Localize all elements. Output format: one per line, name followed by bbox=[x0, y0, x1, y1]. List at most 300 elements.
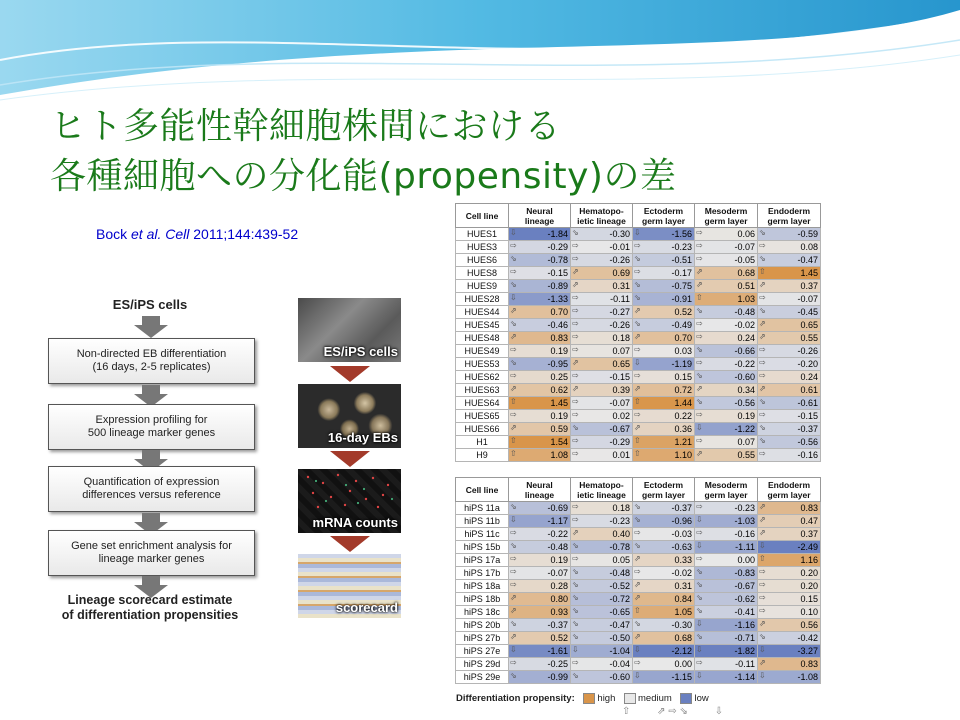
trend-arrow-icon: ⇗ bbox=[634, 384, 641, 393]
score-cell-hematopoietic: 0.40 ⇗ bbox=[571, 528, 633, 541]
score-cell-ectoderm: 1.05 ⇧ bbox=[633, 606, 695, 619]
score-cell-mesoderm: 0.51 ⇗ bbox=[695, 280, 758, 293]
slide-title-line-2: 各種細胞への分化能(propensity)の差 bbox=[50, 156, 677, 197]
score-cell-endoderm: -0.47 ⇘ bbox=[758, 254, 821, 267]
score-cell-endoderm: -0.16 ⇨ bbox=[758, 449, 821, 462]
trend-arrow-icon: ⇨ bbox=[510, 371, 517, 380]
legend-medium-swatch bbox=[624, 693, 636, 704]
col-header-endoderm: Endoderm germ layer bbox=[758, 478, 821, 502]
flowchart-step-3-text: Quantification of expression differences versus reference bbox=[82, 476, 221, 501]
trend-arrow-icon: ⇨ bbox=[634, 658, 641, 667]
cell-line-name: HUES64 bbox=[456, 397, 509, 410]
cell-line-name: HUES45 bbox=[456, 319, 509, 332]
score-cell-hematopoietic: 0.65 ⇗ bbox=[571, 358, 633, 371]
trend-arrow-icon: ⇨ bbox=[572, 515, 579, 524]
score-cell-mesoderm: -0.07 ⇨ bbox=[695, 241, 758, 254]
trend-arrow-icon: ⇨ bbox=[696, 502, 703, 511]
trend-arrow-icon: ⇘ bbox=[759, 436, 766, 445]
score-cell-neural: 1.08 ⇧ bbox=[509, 449, 571, 462]
trend-arrow-icon: ⇨ bbox=[696, 319, 703, 328]
trend-arrow-icon: ⇨ bbox=[696, 436, 703, 445]
score-cell-endoderm: 0.83 ⇗ bbox=[758, 658, 821, 671]
down-arrow-icon bbox=[330, 366, 370, 382]
table-row bbox=[456, 580, 821, 593]
score-cell-hematopoietic: 0.01 ⇨ bbox=[571, 449, 633, 462]
score-cell-mesoderm: -0.11 ⇨ bbox=[695, 658, 758, 671]
score-cell-hematopoietic: -0.15 ⇨ bbox=[571, 371, 633, 384]
score-cell-endoderm: -3.27 ⇩ bbox=[758, 645, 821, 658]
trend-arrow-icon: ⇩ bbox=[696, 671, 703, 680]
score-cell-ectoderm: -0.96 ⇘ bbox=[633, 515, 695, 528]
score-cell-ectoderm: -1.19 ⇩ bbox=[633, 358, 695, 371]
col-header-cell-line: Cell line bbox=[456, 204, 509, 228]
col-header-hematopoietic: Hematopo- ietic lineage bbox=[571, 478, 633, 502]
score-cell-neural: -1.84 ⇩ bbox=[509, 228, 571, 241]
score-cell-hematopoietic: 0.18 ⇨ bbox=[571, 332, 633, 345]
cell-line-name: HUES8 bbox=[456, 267, 509, 280]
trend-arrow-icon: ⇧ bbox=[696, 293, 703, 302]
flowchart-step-4 bbox=[48, 530, 255, 576]
trend-arrow-icon: ⇗ bbox=[634, 554, 641, 563]
trend-arrow-icon: ⇩ bbox=[759, 671, 766, 680]
trend-arrow-icon: ⇩ bbox=[759, 645, 766, 654]
score-cell-neural: -0.99 ⇘ bbox=[509, 671, 571, 684]
trend-arrow-icon: ⇗ bbox=[759, 515, 766, 524]
cell-line-name: HUES44 bbox=[456, 306, 509, 319]
trend-arrow-icon: ⇨ bbox=[572, 293, 579, 302]
cell-line-name: hiPS 18b bbox=[456, 593, 509, 606]
table-row bbox=[456, 619, 821, 632]
score-cell-mesoderm: 0.55 ⇗ bbox=[695, 449, 758, 462]
score-cell-ectoderm: 0.15 ⇨ bbox=[633, 371, 695, 384]
flowchart-step-2-text: Expression profiling for 500 lineage marker genes bbox=[87, 414, 216, 439]
score-cell-hematopoietic: 0.69 ⇗ bbox=[571, 267, 633, 280]
score-cell-mesoderm: 0.06 ⇨ bbox=[695, 228, 758, 241]
trend-arrow-icon: ⇨ bbox=[572, 332, 579, 341]
score-cell-endoderm: -2.49 ⇩ bbox=[758, 541, 821, 554]
cell-line-name: HUES1 bbox=[456, 228, 509, 241]
trend-arrow-icon: ⇨ bbox=[696, 528, 703, 537]
score-cell-hematopoietic: -0.23 ⇨ bbox=[571, 515, 633, 528]
trend-arrow-icon: ⇨ bbox=[572, 410, 579, 419]
cell-line-name: HUES66 bbox=[456, 423, 509, 436]
table-row bbox=[456, 319, 821, 332]
flowchart-step-4-text: Gene set enrichment analysis for lineage marker genes bbox=[71, 540, 232, 565]
score-cell-endoderm: -0.45 ⇘ bbox=[758, 306, 821, 319]
trend-arrow-icon: ⇗ bbox=[759, 384, 766, 393]
score-cell-ectoderm: 0.68 ⇗ bbox=[633, 632, 695, 645]
trend-arrow-icon: ⇨ bbox=[572, 319, 579, 328]
trend-arrow-icon: ⇗ bbox=[759, 528, 766, 537]
score-cell-hematopoietic: -0.29 ⇨ bbox=[571, 436, 633, 449]
score-cell-mesoderm: -1.16 ⇩ bbox=[695, 619, 758, 632]
score-cell-endoderm: 0.61 ⇗ bbox=[758, 384, 821, 397]
table-row bbox=[456, 554, 821, 567]
trend-arrow-icon: ⇘ bbox=[696, 593, 703, 602]
score-cell-ectoderm: 0.33 ⇗ bbox=[633, 554, 695, 567]
score-cell-hematopoietic: -0.48 ⇘ bbox=[571, 567, 633, 580]
trend-arrow-icon: ⇗ bbox=[510, 632, 517, 641]
table-row bbox=[456, 436, 821, 449]
cell-line-name: HUES6 bbox=[456, 254, 509, 267]
score-cell-endoderm: -0.59 ⇘ bbox=[758, 228, 821, 241]
table-row bbox=[456, 397, 821, 410]
ips-table-body bbox=[456, 502, 821, 684]
score-cell-ectoderm: -0.37 ⇘ bbox=[633, 502, 695, 515]
trend-arrow-icon: ⇘ bbox=[510, 280, 517, 289]
trend-arrow-icon: ⇩ bbox=[510, 515, 517, 524]
score-cell-endoderm: 1.16 ⇧ bbox=[758, 554, 821, 567]
score-cell-ectoderm: 1.10 ⇧ bbox=[633, 449, 695, 462]
trend-arrow-icon: ⇗ bbox=[510, 423, 517, 432]
mrna-counts-image bbox=[298, 469, 401, 533]
trend-arrow-icon: ⇧ bbox=[634, 397, 641, 406]
table-row bbox=[456, 645, 821, 658]
trend-arrow-icon: ⇘ bbox=[634, 502, 641, 511]
flowchart-step-2 bbox=[48, 404, 255, 450]
score-cell-neural: -0.15 ⇨ bbox=[509, 267, 571, 280]
trend-arrow-icon: ⇩ bbox=[634, 228, 641, 237]
ips-scorecard-table bbox=[455, 477, 821, 684]
legend-arrow-icons bbox=[622, 706, 723, 717]
score-cell-endoderm: 0.20 ⇨ bbox=[758, 567, 821, 580]
score-cell-neural: 0.83 ⇗ bbox=[509, 332, 571, 345]
trend-arrow-icon: ⇘ bbox=[572, 423, 579, 432]
table-row bbox=[456, 345, 821, 358]
trend-arrow-icon: ⇘ bbox=[572, 671, 579, 680]
table-row bbox=[456, 423, 821, 436]
table-row bbox=[456, 502, 821, 515]
embryoid-bodies-label: 16-day EBs bbox=[327, 430, 398, 445]
cell-line-name: hiPS 11a bbox=[456, 502, 509, 515]
trend-arrow-icon: ⇘ bbox=[696, 632, 703, 641]
trend-arrow-icon: ⇘ bbox=[634, 254, 641, 263]
citation bbox=[96, 226, 298, 242]
table-row bbox=[456, 567, 821, 580]
score-cell-mesoderm: 0.68 ⇗ bbox=[695, 267, 758, 280]
trend-arrow-icon: ⇨ bbox=[759, 580, 766, 589]
score-cell-ectoderm: -0.30 ⇘ bbox=[633, 619, 695, 632]
table-row bbox=[456, 241, 821, 254]
score-cell-neural: -0.29 ⇨ bbox=[509, 241, 571, 254]
score-cell-ectoderm: -0.03 ⇨ bbox=[633, 528, 695, 541]
trend-arrow-icon: ⇘ bbox=[696, 606, 703, 615]
trend-arrow-icon: ⇗ bbox=[634, 580, 641, 589]
trend-arrow-icon: ⇘ bbox=[696, 306, 703, 315]
score-cell-ectoderm: -0.51 ⇘ bbox=[633, 254, 695, 267]
legend-high-label: high bbox=[597, 693, 616, 705]
score-cell-endoderm: 0.20 ⇨ bbox=[758, 580, 821, 593]
scorecard-label: scorecard bbox=[335, 600, 398, 615]
trend-arrow-icon: ⇩ bbox=[696, 541, 703, 550]
score-cell-neural: 0.62 ⇗ bbox=[509, 384, 571, 397]
trend-arrow-icon: ⇗ bbox=[510, 593, 517, 602]
trend-arrow-icon: ⇘ bbox=[572, 632, 579, 641]
score-cell-endoderm: 0.47 ⇗ bbox=[758, 515, 821, 528]
trend-arrow-icon: ⇘ bbox=[572, 619, 579, 628]
decorative-wave-header bbox=[0, 0, 960, 110]
score-cell-neural: 0.25 ⇨ bbox=[509, 371, 571, 384]
trend-arrow-icon: ⇘ bbox=[759, 254, 766, 263]
cell-line-name: hiPS 15b bbox=[456, 541, 509, 554]
score-cell-mesoderm: -0.83 ⇘ bbox=[695, 567, 758, 580]
trend-arrow-icon: ⇨ bbox=[572, 436, 579, 445]
score-cell-neural: -1.17 ⇩ bbox=[509, 515, 571, 528]
score-cell-ectoderm: -0.17 ⇨ bbox=[633, 267, 695, 280]
arrow-right-icon: ⇨ bbox=[668, 706, 677, 717]
trend-arrow-icon: ⇧ bbox=[634, 449, 641, 458]
col-header-hematopoietic: Hematopo- ietic lineage bbox=[571, 204, 633, 228]
flowchart-head: ES/iPS cells bbox=[112, 297, 188, 312]
score-cell-ectoderm: 0.70 ⇗ bbox=[633, 332, 695, 345]
flow-arrow-icon bbox=[134, 316, 168, 338]
trend-arrow-icon: ⇗ bbox=[759, 319, 766, 328]
score-cell-hematopoietic: 0.18 ⇨ bbox=[571, 502, 633, 515]
trend-arrow-icon: ⇨ bbox=[634, 267, 641, 276]
cell-line-name: hiPS 18c bbox=[456, 606, 509, 619]
trend-arrow-icon: ⇨ bbox=[572, 345, 579, 354]
score-cell-mesoderm: 0.00 ⇨ bbox=[695, 554, 758, 567]
score-cell-ectoderm: 1.44 ⇧ bbox=[633, 397, 695, 410]
cell-line-name: hiPS 29e bbox=[456, 671, 509, 684]
score-cell-mesoderm: -0.56 ⇘ bbox=[695, 397, 758, 410]
trend-arrow-icon: ⇘ bbox=[696, 345, 703, 354]
trend-arrow-icon: ⇩ bbox=[696, 645, 703, 654]
trend-arrow-icon: ⇨ bbox=[572, 254, 579, 263]
trend-arrow-icon: ⇨ bbox=[510, 567, 517, 576]
trend-arrow-icon: ⇗ bbox=[634, 632, 641, 641]
trend-arrow-icon: ⇨ bbox=[572, 502, 579, 511]
score-cell-ectoderm: 0.36 ⇗ bbox=[633, 423, 695, 436]
trend-arrow-icon: ⇘ bbox=[759, 423, 766, 432]
score-cell-mesoderm: 0.07 ⇨ bbox=[695, 436, 758, 449]
trend-arrow-icon: ⇨ bbox=[696, 228, 703, 237]
score-cell-mesoderm: -1.22 ⇩ bbox=[695, 423, 758, 436]
table-row bbox=[456, 606, 821, 619]
trend-arrow-icon: ⇗ bbox=[634, 423, 641, 432]
arrow-up-right-icon: ⇗ bbox=[657, 706, 666, 717]
embryoid-bodies-image bbox=[298, 384, 401, 448]
score-cell-ectoderm: 0.72 ⇗ bbox=[633, 384, 695, 397]
score-cell-mesoderm: -0.48 ⇘ bbox=[695, 306, 758, 319]
trend-arrow-icon: ⇗ bbox=[696, 449, 703, 458]
score-cell-ectoderm: 0.22 ⇨ bbox=[633, 410, 695, 423]
table-row bbox=[456, 593, 821, 606]
score-cell-hematopoietic: -0.04 ⇨ bbox=[571, 658, 633, 671]
trend-arrow-icon: ⇘ bbox=[634, 280, 641, 289]
score-cell-hematopoietic: -0.07 ⇨ bbox=[571, 397, 633, 410]
cell-line-name: hiPS 11c bbox=[456, 528, 509, 541]
col-header-neural: Neural lineage bbox=[509, 204, 571, 228]
trend-arrow-icon: ⇗ bbox=[510, 606, 517, 615]
trend-arrow-icon: ⇘ bbox=[572, 567, 579, 576]
trend-arrow-icon: ⇨ bbox=[510, 241, 517, 250]
trend-arrow-icon: ⇘ bbox=[510, 358, 517, 367]
score-cell-ectoderm: 0.31 ⇗ bbox=[633, 580, 695, 593]
score-cell-endoderm: -0.61 ⇘ bbox=[758, 397, 821, 410]
score-cell-endoderm: 0.15 ⇨ bbox=[758, 593, 821, 606]
trend-arrow-icon: ⇗ bbox=[572, 280, 579, 289]
trend-arrow-icon: ⇩ bbox=[696, 619, 703, 628]
score-cell-ectoderm: -0.75 ⇘ bbox=[633, 280, 695, 293]
trend-arrow-icon: ⇗ bbox=[634, 306, 641, 315]
es-table-body bbox=[456, 228, 821, 462]
score-cell-ectoderm: -0.91 ⇘ bbox=[633, 293, 695, 306]
score-cell-neural: 1.45 ⇧ bbox=[509, 397, 571, 410]
score-cell-hematopoietic: -0.11 ⇨ bbox=[571, 293, 633, 306]
score-cell-endoderm: 0.55 ⇗ bbox=[758, 332, 821, 345]
score-cell-hematopoietic: -0.27 ⇨ bbox=[571, 306, 633, 319]
score-cell-endoderm: 0.83 ⇗ bbox=[758, 502, 821, 515]
trend-arrow-icon: ⇩ bbox=[510, 645, 517, 654]
mrna-counts-label: mRNA counts bbox=[312, 515, 398, 530]
score-cell-neural: -0.48 ⇘ bbox=[509, 541, 571, 554]
score-cell-mesoderm: 1.03 ⇧ bbox=[695, 293, 758, 306]
trend-arrow-icon: ⇘ bbox=[572, 541, 579, 550]
score-cell-endoderm: 0.37 ⇗ bbox=[758, 528, 821, 541]
citation-author: Bock bbox=[96, 226, 132, 242]
score-cell-endoderm: 0.24 ⇨ bbox=[758, 371, 821, 384]
trend-arrow-icon: ⇗ bbox=[510, 332, 517, 341]
trend-arrow-icon: ⇨ bbox=[510, 267, 517, 276]
score-cell-mesoderm: 0.19 ⇨ bbox=[695, 410, 758, 423]
trend-arrow-icon: ⇘ bbox=[572, 580, 579, 589]
trend-arrow-icon: ⇘ bbox=[634, 515, 641, 524]
trend-arrow-icon: ⇗ bbox=[510, 306, 517, 315]
trend-arrow-icon: ⇗ bbox=[759, 280, 766, 289]
trend-arrow-icon: ⇗ bbox=[510, 384, 517, 393]
trend-arrow-icon: ⇨ bbox=[696, 358, 703, 367]
trend-arrow-icon: ⇘ bbox=[572, 593, 579, 602]
trend-arrow-icon: ⇨ bbox=[572, 554, 579, 563]
trend-arrow-icon: ⇗ bbox=[759, 619, 766, 628]
table-row bbox=[456, 658, 821, 671]
score-cell-endoderm: -0.15 ⇨ bbox=[758, 410, 821, 423]
score-cell-mesoderm: -0.41 ⇘ bbox=[695, 606, 758, 619]
trend-arrow-icon: ⇘ bbox=[759, 228, 766, 237]
trend-arrow-icon: ⇨ bbox=[510, 580, 517, 589]
cell-line-name: hiPS 27e bbox=[456, 645, 509, 658]
legend-medium-label: medium bbox=[638, 693, 672, 705]
score-cell-neural: -0.69 ⇘ bbox=[509, 502, 571, 515]
trend-arrow-icon: ⇧ bbox=[634, 606, 641, 615]
table-row bbox=[456, 541, 821, 554]
trend-arrow-icon: ⇩ bbox=[510, 293, 517, 302]
trend-arrow-icon: ⇧ bbox=[634, 436, 641, 445]
trend-arrow-icon: ⇨ bbox=[759, 410, 766, 419]
trend-arrow-icon: ⇘ bbox=[510, 619, 517, 628]
trend-arrow-icon: ⇘ bbox=[759, 397, 766, 406]
cell-line-name: HUES48 bbox=[456, 332, 509, 345]
score-cell-mesoderm: -0.60 ⇘ bbox=[695, 371, 758, 384]
score-cell-neural: -1.33 ⇩ bbox=[509, 293, 571, 306]
table-row bbox=[456, 410, 821, 423]
cell-line-name: HUES62 bbox=[456, 371, 509, 384]
trend-arrow-icon: ⇨ bbox=[634, 241, 641, 250]
trend-arrow-icon: ⇨ bbox=[510, 345, 517, 354]
legend-label: Differentiation propensity: bbox=[456, 693, 575, 705]
trend-arrow-icon: ⇨ bbox=[696, 241, 703, 250]
table-row bbox=[456, 267, 821, 280]
score-cell-mesoderm: -1.14 ⇩ bbox=[695, 671, 758, 684]
trend-arrow-icon: ⇗ bbox=[759, 502, 766, 511]
score-cell-hematopoietic: -0.01 ⇨ bbox=[571, 241, 633, 254]
legend-low-swatch bbox=[680, 693, 692, 704]
trend-arrow-icon: ⇗ bbox=[634, 332, 641, 341]
flowchart-step-1 bbox=[48, 338, 255, 384]
table-row bbox=[456, 332, 821, 345]
trend-arrow-icon: ⇨ bbox=[634, 371, 641, 380]
score-cell-endoderm: -0.56 ⇘ bbox=[758, 436, 821, 449]
score-cell-endoderm: 0.08 ⇨ bbox=[758, 241, 821, 254]
slide-title-line-1: ヒト多能性幹細胞株間における bbox=[50, 106, 562, 147]
citation-rest: 2011;144:439-52 bbox=[189, 226, 299, 242]
score-cell-mesoderm: -0.22 ⇨ bbox=[695, 358, 758, 371]
score-cell-ectoderm: -0.02 ⇨ bbox=[633, 567, 695, 580]
score-cell-neural: -1.61 ⇩ bbox=[509, 645, 571, 658]
score-cell-ectoderm: -0.49 ⇘ bbox=[633, 319, 695, 332]
score-cell-mesoderm: -0.67 ⇘ bbox=[695, 580, 758, 593]
score-cell-neural: -0.37 ⇘ bbox=[509, 619, 571, 632]
table-row bbox=[456, 528, 821, 541]
score-cell-ectoderm: -2.12 ⇩ bbox=[633, 645, 695, 658]
score-cell-neural: 0.52 ⇗ bbox=[509, 632, 571, 645]
trend-arrow-icon: ⇨ bbox=[759, 358, 766, 367]
trend-arrow-icon: ⇩ bbox=[634, 671, 641, 680]
score-cell-mesoderm: -0.02 ⇨ bbox=[695, 319, 758, 332]
score-cell-neural: 0.70 ⇗ bbox=[509, 306, 571, 319]
table-row bbox=[456, 280, 821, 293]
score-cell-mesoderm: -1.11 ⇩ bbox=[695, 541, 758, 554]
col-header-neural: Neural lineage bbox=[509, 478, 571, 502]
col-header-endoderm: Endoderm germ layer bbox=[758, 204, 821, 228]
legend-low-label: low bbox=[694, 693, 709, 705]
cell-line-name: HUES65 bbox=[456, 410, 509, 423]
trend-arrow-icon: ⇨ bbox=[572, 658, 579, 667]
cell-line-name: hiPS 11b bbox=[456, 515, 509, 528]
trend-arrow-icon: ⇩ bbox=[634, 358, 641, 367]
trend-arrow-icon: ⇘ bbox=[696, 567, 703, 576]
trend-arrow-icon: ⇩ bbox=[759, 541, 766, 550]
table-row bbox=[456, 515, 821, 528]
trend-arrow-icon: ⇘ bbox=[634, 541, 641, 550]
score-cell-ectoderm: 0.52 ⇗ bbox=[633, 306, 695, 319]
cell-line-name: hiPS 29d bbox=[456, 658, 509, 671]
arrow-down-icon: ⇩ bbox=[714, 706, 724, 717]
table-row bbox=[456, 384, 821, 397]
trend-arrow-icon: ⇨ bbox=[696, 554, 703, 563]
score-cell-endoderm: -0.42 ⇘ bbox=[758, 632, 821, 645]
trend-arrow-icon: ⇨ bbox=[759, 293, 766, 302]
trend-arrow-icon: ⇨ bbox=[759, 606, 766, 615]
col-header-ectoderm: Ectoderm germ layer bbox=[633, 478, 695, 502]
score-cell-hematopoietic: -0.72 ⇘ bbox=[571, 593, 633, 606]
trend-arrow-icon: ⇗ bbox=[759, 658, 766, 667]
score-cell-hematopoietic: 0.05 ⇨ bbox=[571, 554, 633, 567]
col-header-ectoderm: Ectoderm germ layer bbox=[633, 204, 695, 228]
arrow-up-icon: ⇧ bbox=[622, 706, 631, 717]
trend-arrow-icon: ⇨ bbox=[696, 658, 703, 667]
table-row bbox=[456, 358, 821, 371]
arrow-down-right-icon: ⇘ bbox=[679, 706, 688, 717]
trend-arrow-icon: ⇨ bbox=[572, 241, 579, 250]
score-cell-ectoderm: -0.23 ⇨ bbox=[633, 241, 695, 254]
score-cell-hematopoietic: -0.60 ⇘ bbox=[571, 671, 633, 684]
score-cell-mesoderm: -1.82 ⇩ bbox=[695, 645, 758, 658]
score-cell-mesoderm: -0.16 ⇨ bbox=[695, 528, 758, 541]
score-cell-hematopoietic: -0.47 ⇘ bbox=[571, 619, 633, 632]
trend-arrow-icon: ⇘ bbox=[696, 397, 703, 406]
